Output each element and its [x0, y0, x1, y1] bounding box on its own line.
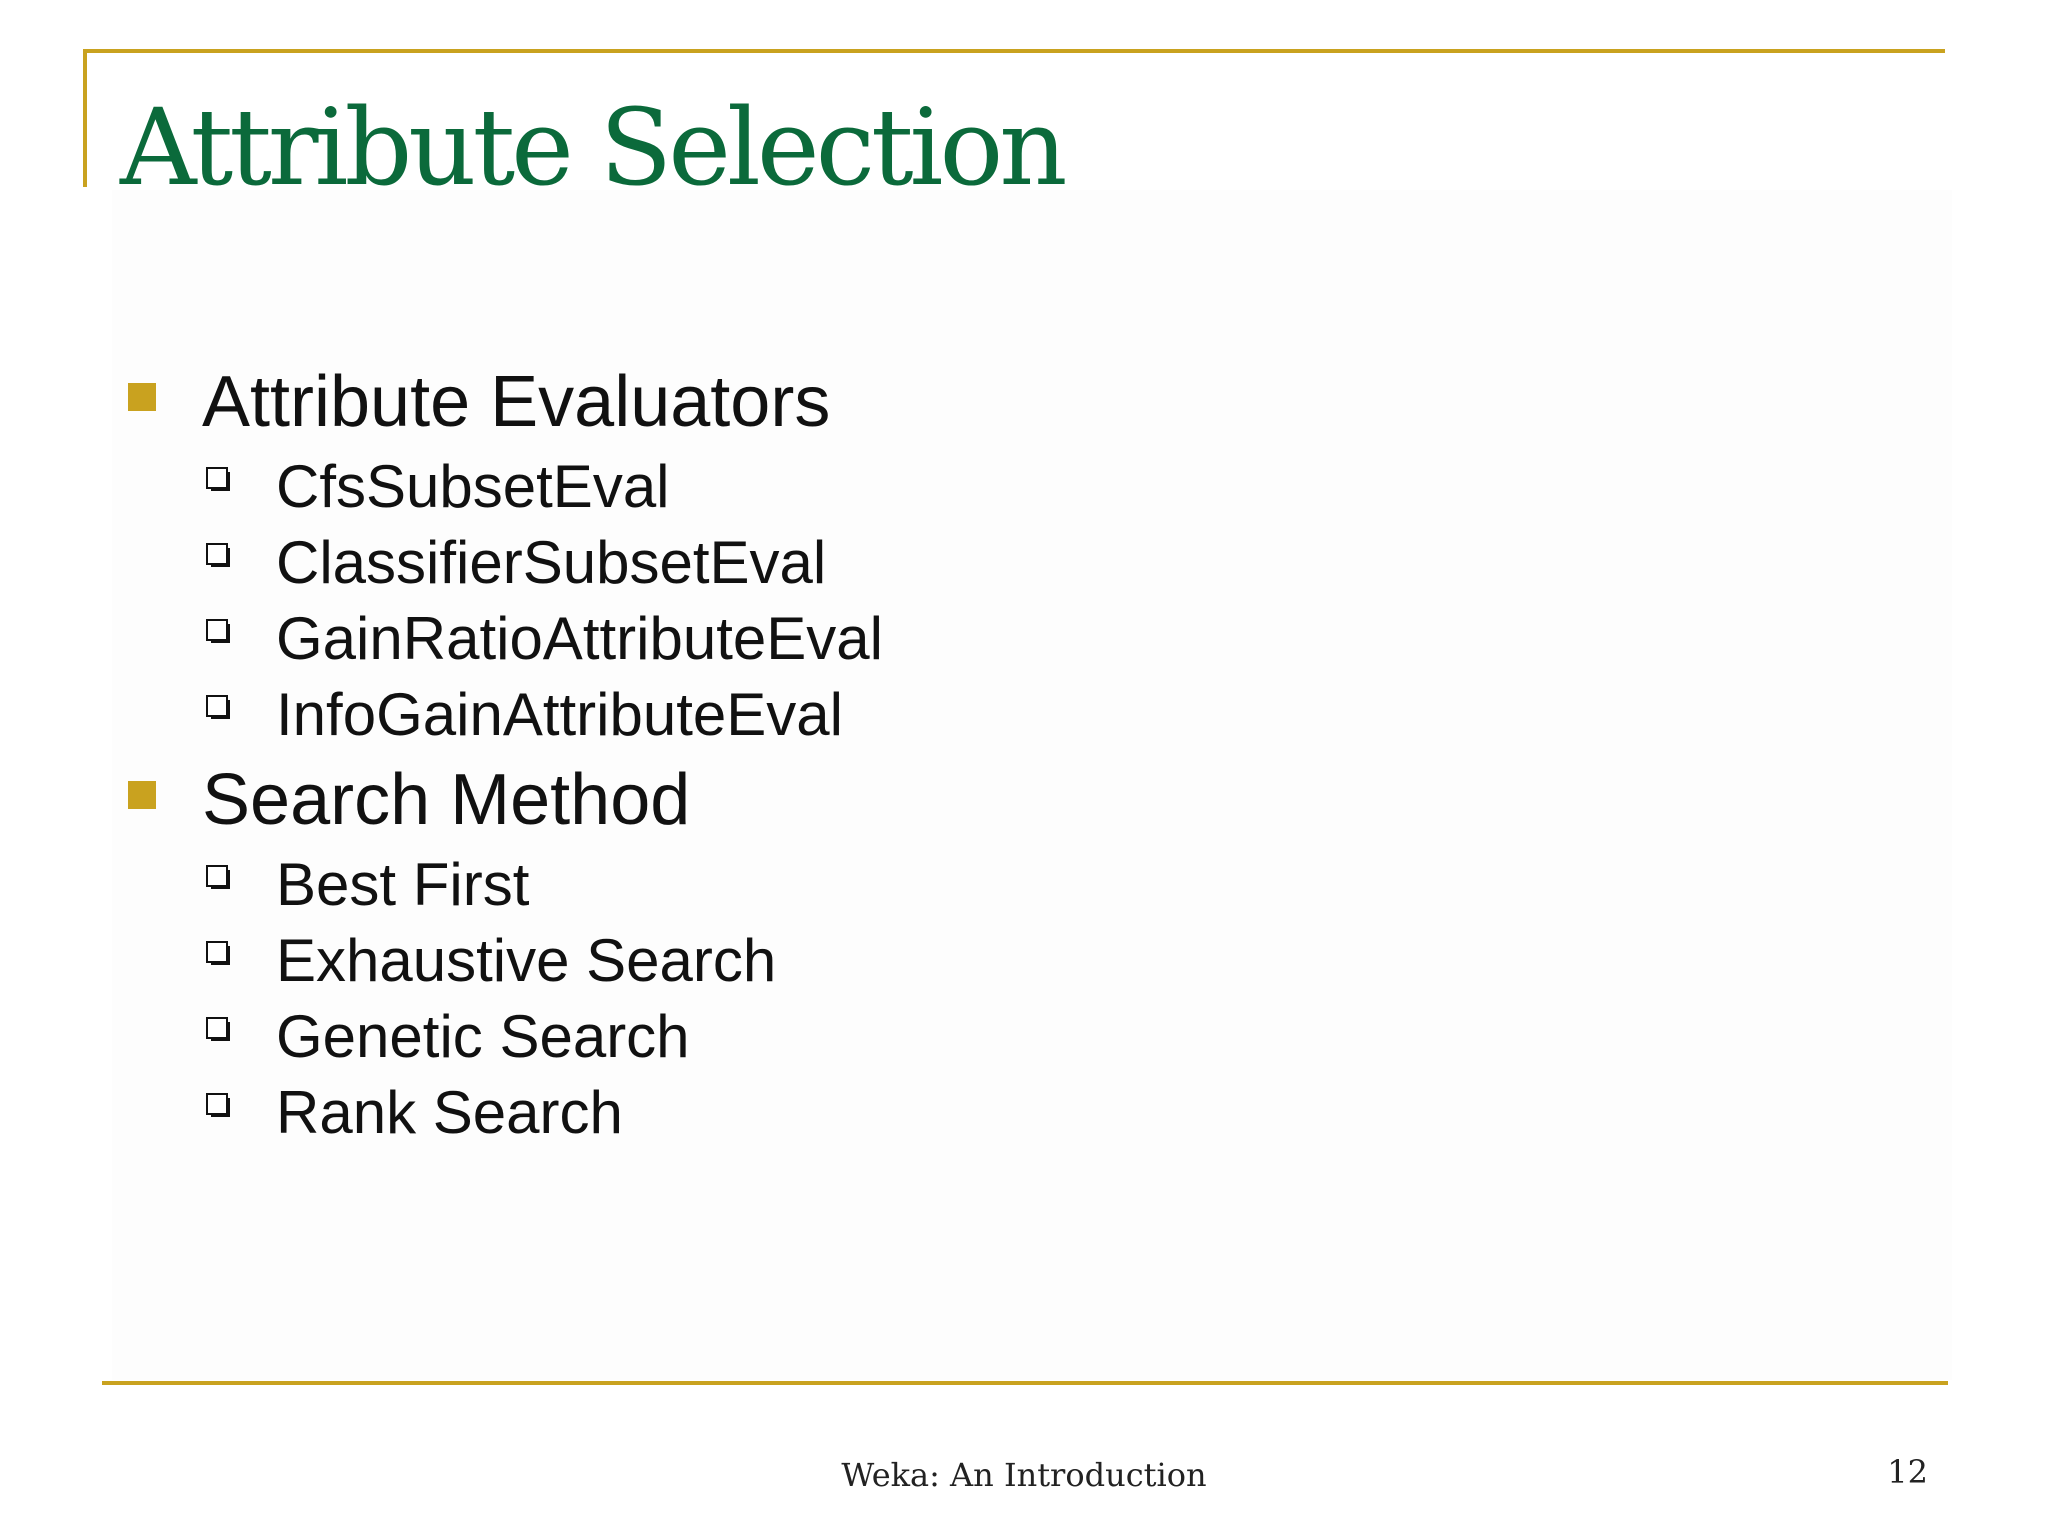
list-item [120, 923, 883, 999]
list-item [120, 1075, 883, 1151]
box-bullet-icon [206, 619, 234, 647]
bullet-search-method [120, 753, 883, 847]
slide-title: Attribute Selection [120, 86, 1064, 209]
title-top-rule [83, 49, 1945, 53]
box-bullet-icon [206, 941, 234, 969]
footer-title: Weka: An Introduction [841, 1456, 1207, 1494]
footer-rule [102, 1381, 1948, 1385]
section-heading: Search Method [202, 760, 691, 840]
square-bullet-icon [128, 781, 156, 809]
list-item-label: Rank Search [276, 1079, 623, 1146]
box-bullet-icon [206, 865, 234, 893]
list-item [120, 999, 883, 1075]
list-item [120, 525, 883, 601]
box-bullet-icon [206, 695, 234, 723]
box-bullet-icon [206, 543, 234, 571]
list-item-label: CfsSubsetEval [276, 453, 670, 520]
list-item [120, 677, 883, 753]
list-item-label: ClassifierSubsetEval [276, 529, 827, 596]
square-bullet-icon [128, 383, 156, 411]
box-bullet-icon [206, 1093, 234, 1121]
list-item-label: Exhaustive Search [276, 927, 777, 994]
box-bullet-icon [206, 467, 234, 495]
bullet-attribute-evaluators [120, 355, 883, 449]
page-number: 12 [1887, 1453, 1928, 1491]
list-item-label: Genetic Search [276, 1003, 690, 1070]
list-item-label: InfoGainAttributeEval [276, 681, 843, 748]
list-item-label: Best First [276, 851, 530, 918]
title-left-rule [83, 49, 87, 187]
list-item [120, 601, 883, 677]
list-item [120, 847, 883, 923]
section-heading: Attribute Evaluators [202, 362, 831, 442]
box-bullet-icon [206, 1017, 234, 1045]
list-item [120, 449, 883, 525]
list-item-label: GainRatioAttributeEval [276, 605, 883, 672]
bullet-list [120, 355, 883, 1151]
